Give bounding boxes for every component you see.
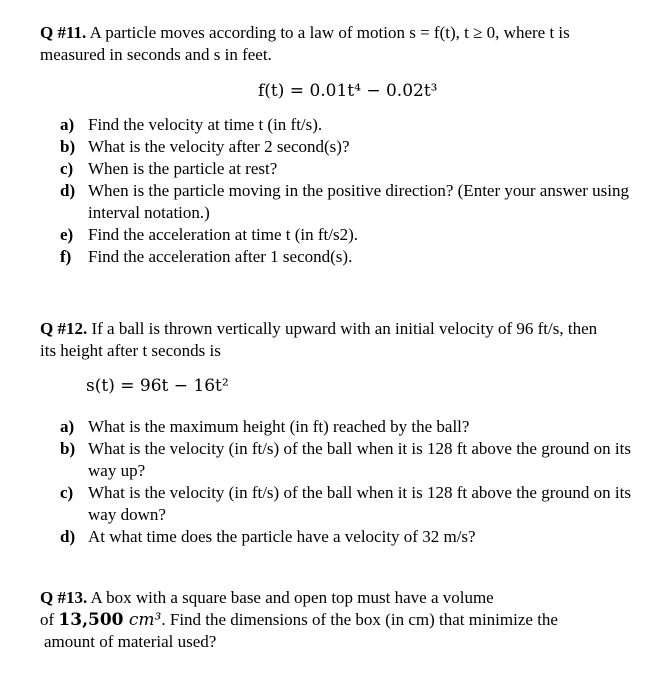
item-text: Find the acceleration at time t (in ft/s2).	[88, 225, 359, 244]
list-item	[60, 416, 660, 438]
item-label: a)	[60, 417, 75, 436]
item-text: When is the particle moving in the positive direction? (Enter your answer using interval notation.)	[88, 181, 630, 222]
item-text: At what time does the particle have a velocity of 32 m/s?	[88, 527, 476, 546]
list-item	[60, 526, 660, 548]
q11-formula: f(t) = 0.01t⁴ − 0.02t³	[258, 81, 438, 101]
item-label: f)	[60, 247, 72, 266]
q11-intro	[40, 22, 660, 66]
item-label: c)	[60, 159, 74, 178]
list-item	[60, 482, 660, 526]
item-label: b)	[60, 439, 76, 458]
list-item	[60, 224, 660, 246]
q11-intro-line2: measured in seconds and s in feet.	[40, 45, 272, 64]
q12-intro	[40, 318, 660, 362]
list-item	[60, 246, 660, 268]
q11-intro-line1: A particle moves according to a law of motion s = f(t), t ≥ 0, where t is	[86, 23, 570, 42]
q12-formula: s(t) = 96t − 16t²	[86, 376, 229, 396]
list-item	[60, 438, 660, 482]
item-label: d)	[60, 527, 76, 546]
item-text: What is the maximum height (in ft) reached by the ball?	[88, 417, 470, 436]
q12-intro-line1: If a ball is thrown vertically upward with an initial velocity of 96 ft/s, then	[87, 319, 598, 338]
list-item	[60, 136, 660, 158]
item-text: When is the particle at rest?	[88, 159, 278, 178]
q13-body	[40, 587, 660, 653]
item-label: b)	[60, 137, 76, 156]
item-text: What is the velocity (in ft/s) of the ball when it is 128 ft above the ground on its way up?	[88, 439, 631, 480]
item-label: e)	[60, 225, 74, 244]
item-label: a)	[60, 115, 75, 134]
q13-number: Q #13.	[40, 588, 88, 607]
q13-line3: amount of material used?	[44, 632, 217, 651]
list-item	[60, 180, 660, 224]
q12-item-list	[60, 416, 660, 548]
q13-line1: A box with a square base and open top must have a volume	[87, 588, 494, 607]
list-item	[60, 158, 660, 180]
item-text: Find the acceleration after 1 second(s).	[88, 247, 353, 266]
q12-intro-line2: its height after t seconds is	[40, 341, 221, 360]
list-item	[60, 114, 660, 136]
q11-number: Q #11.	[40, 23, 87, 42]
q12-number: Q #12.	[40, 319, 88, 338]
item-text: What is the velocity (in ft/s) of the ball when it is 128 ft above the ground on its way down?	[88, 483, 631, 524]
item-text: Find the velocity at time t (in ft/s).	[88, 115, 323, 134]
q13-volume: 13,500	[58, 610, 124, 630]
q13-line2-pre: of	[40, 610, 59, 629]
q11-item-list	[60, 114, 660, 268]
q13-line2-post: . Find the dimensions of the box (in cm) that minimize the	[161, 610, 558, 629]
q13-unit: cm³	[123, 610, 162, 630]
item-text: What is the velocity after 2 second(s)?	[88, 137, 350, 156]
item-label: d)	[60, 181, 76, 200]
item-label: c)	[60, 483, 74, 502]
